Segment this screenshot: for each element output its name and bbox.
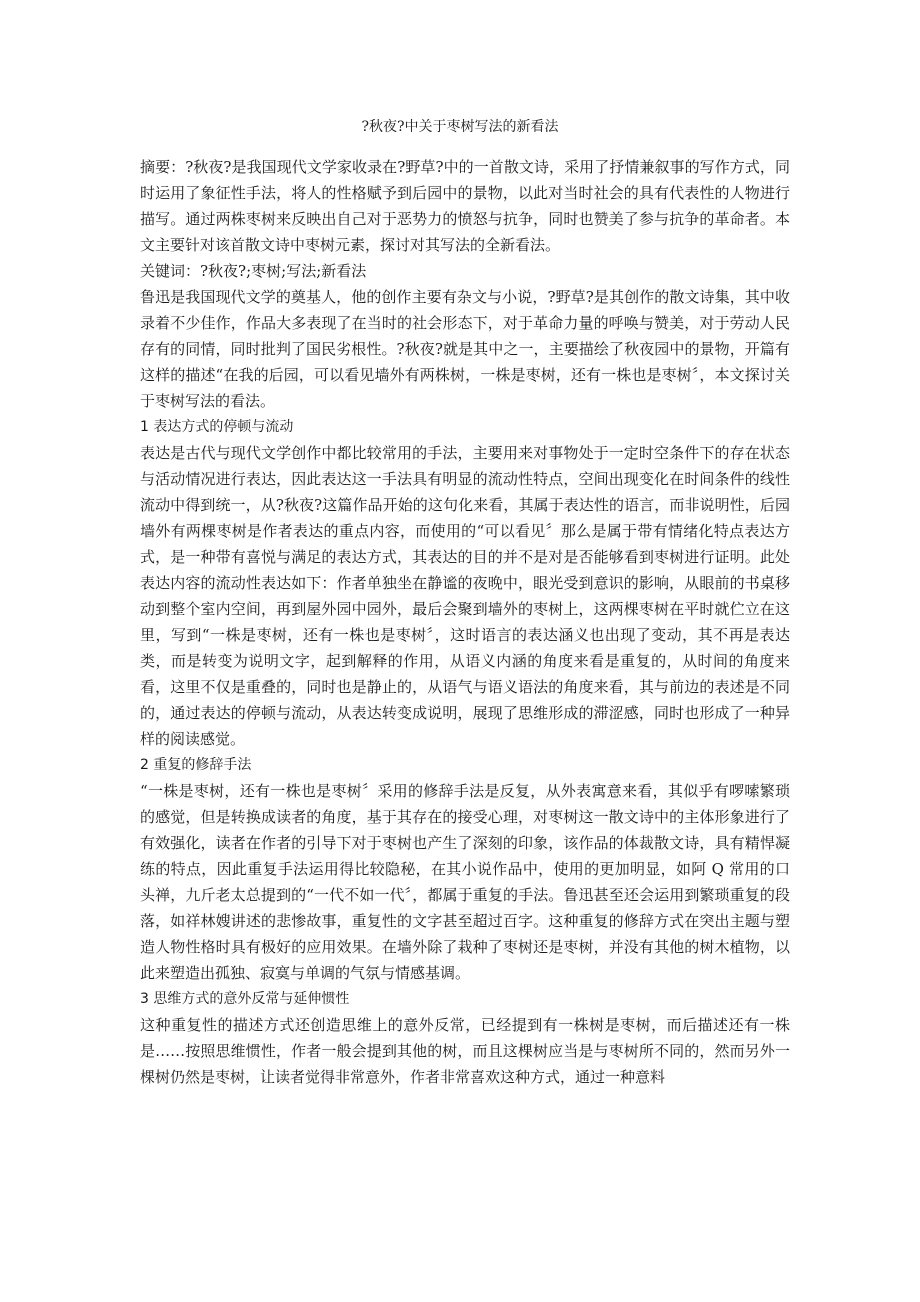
document-body [140,154,790,1090]
section-3-heading: 3 思维方式的意外反常与延伸惯性 [140,991,350,1007]
document-title: ?秋夜?中关于枣树写法的新看法 [361,119,559,135]
section-3-paragraph: 这种重复性的描述方式还创造思维上的意外反常，已经提到有一株树是枣树，而后描述还有一株是……按照思维惯性，作者一般会提到其他的树，而且这棵树应当是与枣树所不同的，然而另外一棵树仍然是枣树，让读者觉得非常意外，作者非常喜欢这种方式，通过一种意料 [140,1016,790,1086]
intro-paragraph: 鲁迅是我国现代文学的奠基人，他的创作主要有杂文与小说，?野草?是其创作的散文诗集，其中收录着不少佳作，作品大多表现了在当时的社会形态下，对于革命力量的呼唤与赞美，对于劳动人民存有的同情，同时批判了国民劣根性。?秋夜?就是其中之一，主要描绘了秋夜园中的景物，开篇有这样的描述“在我的后园，可以看见墙外有两株树，一株是枣树，还有一株也是枣树〞，本文探讨关于枣树写法的看法。 [140,288,790,410]
section-1-heading: 1 表达方式的停顿与流动 [140,419,294,435]
keywords-paragraph: 关键词：?秋夜?;枣树;写法;新看法 [140,262,367,280]
abstract-paragraph: 摘要：?秋夜?是我国现代文学家收录在?野草?中的一首散文诗，采用了抒情兼叙事的写作方式，同时运用了象征性手法，将人的性格赋予到后园中的景物，以此对当时社会的具有代表性的人物进行描写。通过两株枣树来反映出自己对于恶势力的愤怒与抗争，同时也赞美了参与抗争的革命者。本文主要针对该首散文诗中枣树元素，探讨对其写法的全新看法。 [140,158,790,254]
section-2-paragraph: “一株是枣树，还有一株也是枣树〞采用的修辞手法是反复，从外表寓意来看，其似乎有啰嗦繁琐的感觉，但是转换成读者的角度，基于其存在的接受心理，对枣树这一散文诗中的主体形象进行了有效强化，读者在作者的引导下对于枣树也产生了深刻的印象，该作品的体裁散文诗，具有精悍凝练的特点，因此重复手法运用得比较隐秘，在其小说作品中，使用的更加明显，如阿 Q 常用的口头禅，九斤老太总提到的“一代不如一代〞，都属于重复的手法。鲁迅甚至还会运用到繁琐重复的段落，如祥林嫂讲述的悲惨故事，重复性的文字甚至超过百字。这种重复的修辞方式在突出主题与塑造人物性格时具有极好的应用效果。在墙外除了栽种了枣树还是枣树，并没有其他的树木植物，以此来塑造出孤独、寂寞与单调的气氛与情感基调。 [140,782,790,982]
section-1-paragraph: 表达是古代与现代文学创作中都比较常用的手法，主要用来对事物处于一定时空条件下的存在状态与活动情况进行表达，因此表达这一手法具有明显的流动性特点，空间出现变化在时间条件的线性流动中得到统一，从?秋夜?这篇作品开始的这句化来看，其属于表达性的语言，而非说明性，后园墙外有两棵枣树是作者表达的重点内容，而使用的“可以看见〞那么是属于带有情绪化特点表达方式，是一种带有喜悦与满足的表达方式，其表达的目的并不是对是否能够看到枣树进行证明。此处表达内容的流动性表达如下：作者单独坐在静谧的夜晚中，眼光受到意识的影响，从眼前的书桌移动到整个室内空间，再到屋外园中园外，最后会聚到墙外的枣树上，这两棵枣树在平时就伫立在这里，写到“一株是枣树，还有一株也是枣树〞，这时语言的表达涵义也出现了变动，其不再是表达类，而是转变为说明文字，起到解释的作用，从语义内涵的角度来看是重复的，从时间的角度来看，这里不仅是重叠的，同时也是静止的，从语气与语义语法的角度来看，其与前边的表述是不同的，通过表达的停顿与流动，从表达转变成说明，展现了思维形成的滞涩感，同时也形成了一种异样的阅读感觉。 [140,444,790,748]
section-2-heading: 2 重复的修辞手法 [140,757,252,773]
